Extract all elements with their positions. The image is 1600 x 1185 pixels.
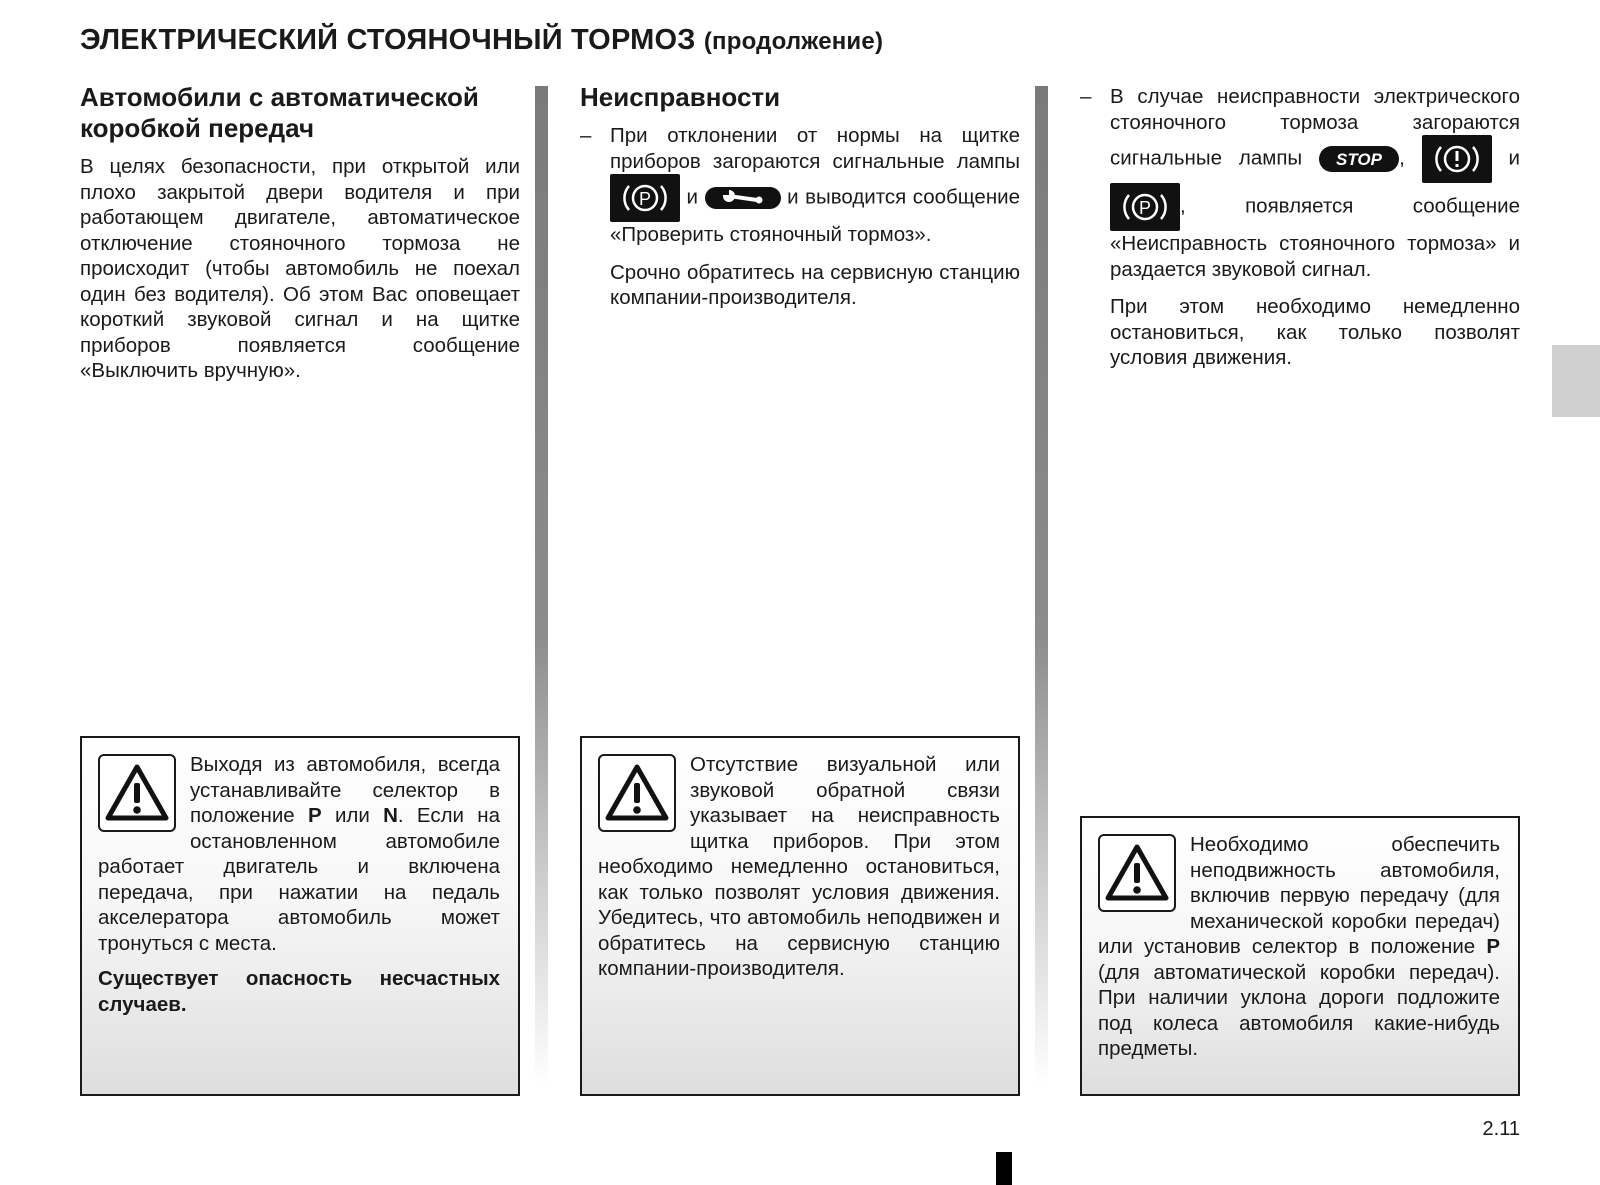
- stop-lamp-icon: [1319, 146, 1399, 172]
- brake-failure-comma: ,: [1399, 146, 1405, 170]
- malfunction-item-1-and: и: [686, 185, 698, 209]
- stop-lamp-label: STOP: [1336, 150, 1383, 169]
- warning-1-accident-risk: [98, 966, 500, 1017]
- warning-1-n: N: [383, 804, 398, 827]
- warning-1-p: P: [307, 804, 322, 827]
- parking-brake-p-lamp-icon-2: [1110, 183, 1180, 231]
- p-lamp-letter: P: [638, 189, 652, 209]
- brake-failure-item: [1080, 84, 1520, 282]
- title-continued: (продолжение): [703, 28, 884, 55]
- warning-box-selector: [80, 736, 520, 1096]
- malfunction-item-1-text-b: и выводится сообщение «Проверить стояночный тормоз».: [610, 185, 1021, 246]
- page-title: [80, 24, 883, 57]
- contact-service-paragraph: Срочно обратитесь на сервисную станцию компании-производителя.: [610, 260, 1020, 309]
- brake-failure-text-a: В случае неисправности электрического стояночного тормоза загораются сигнальные лампы: [1110, 85, 1520, 170]
- page-number: 2.11: [1482, 1118, 1520, 1140]
- automatic-paragraph: В целях безопасности, при открытой или плохо закрытой двери водителя и при работающем двигателе, автоматическое отключение стояночного тормоза не происходит (чтобы автомобиль не поехал один без водителя). Об этом Вас оповещает короткий звуковой сигнал и на щитке приборов появляется сообщение «Выключить вручную».: [80, 155, 520, 382]
- warning-1-bold: Существует опасность несчастных случаев.: [98, 967, 500, 1016]
- section-heading-automatic: Автомобили с автоматической коробкой передач: [80, 82, 479, 143]
- warning-triangle-icon: [98, 754, 176, 832]
- column-divider-right: [1035, 86, 1048, 1086]
- column-divider-left: [535, 86, 548, 1086]
- brake-warning-lamp-icon: [1422, 135, 1492, 183]
- malfunction-item-1-text-a: При отклонении от нормы на щитке приборов загораются сигнальные лампы: [610, 124, 1020, 173]
- chapter-tab: [1552, 345, 1600, 417]
- service-wrench-lamp-icon: [705, 187, 781, 209]
- warning-1-text-a: Выходя из автомобиля, всегда устанавливайте селектор в положение: [190, 753, 500, 827]
- warning-triangle-icon: [598, 754, 676, 832]
- title-main: ЭЛЕКТРИЧЕСКИЙ СТОЯНОЧНЫЙ ТОРМОЗ: [80, 24, 696, 56]
- section-heading-malfunctions: Неисправности: [580, 82, 781, 112]
- warning-3-text-b: (для автоматической коробки передач). При наличии уклона дороги подложите под колеса автомобиля какие-нибудь предметы.: [1098, 960, 1500, 1060]
- warning-box-immobilize: [1080, 816, 1520, 1096]
- warning-3-p: P: [1486, 935, 1500, 958]
- column-automatic-gearbox: [80, 82, 520, 384]
- warning-3-text-a: Необходимо обеспечить неподвижность автомобиля, включив первую передачу (для механической коробки передач) или установив селектор в положение: [1098, 833, 1500, 958]
- warning-triangle-icon: [1098, 834, 1176, 912]
- warning-box-no-feedback: [580, 736, 1020, 1096]
- p-lamp-letter-2: P: [1138, 198, 1152, 218]
- parking-brake-p-lamp-icon: [610, 174, 680, 222]
- column-electric-brake-failure: [1080, 84, 1520, 371]
- footer-mark: [996, 1152, 1012, 1185]
- stop-immediately-paragraph: При этом необходимо немедленно остановиться, как только позволят условия движения.: [1110, 295, 1520, 369]
- warning-1-or: или: [321, 804, 384, 827]
- brake-failure-and: и: [1508, 146, 1520, 170]
- column-malfunctions: [580, 82, 1020, 311]
- brake-failure-text-b: , появляется сообщение «Неисправность стояночного тормоза» и раздается звуковой сигнал.: [1110, 194, 1520, 281]
- malfunction-item-1: [580, 123, 1020, 248]
- warning-2-text: Отсутствие визуальной или звуковой обратной связи указывает на неисправность щитка приборов. При этом необходимо немедленно остановиться, как только позволят условия движения. Убедитесь, что автомобиль неподвижен и обратитесь на сервисную станцию компании-производителя.: [598, 753, 1000, 980]
- warning-1-text-b: . Если на остановленном автомобиле работает двигатель и включена передача, при нажатии на педаль акселератора автомобиль может тронуться с места.: [98, 804, 500, 955]
